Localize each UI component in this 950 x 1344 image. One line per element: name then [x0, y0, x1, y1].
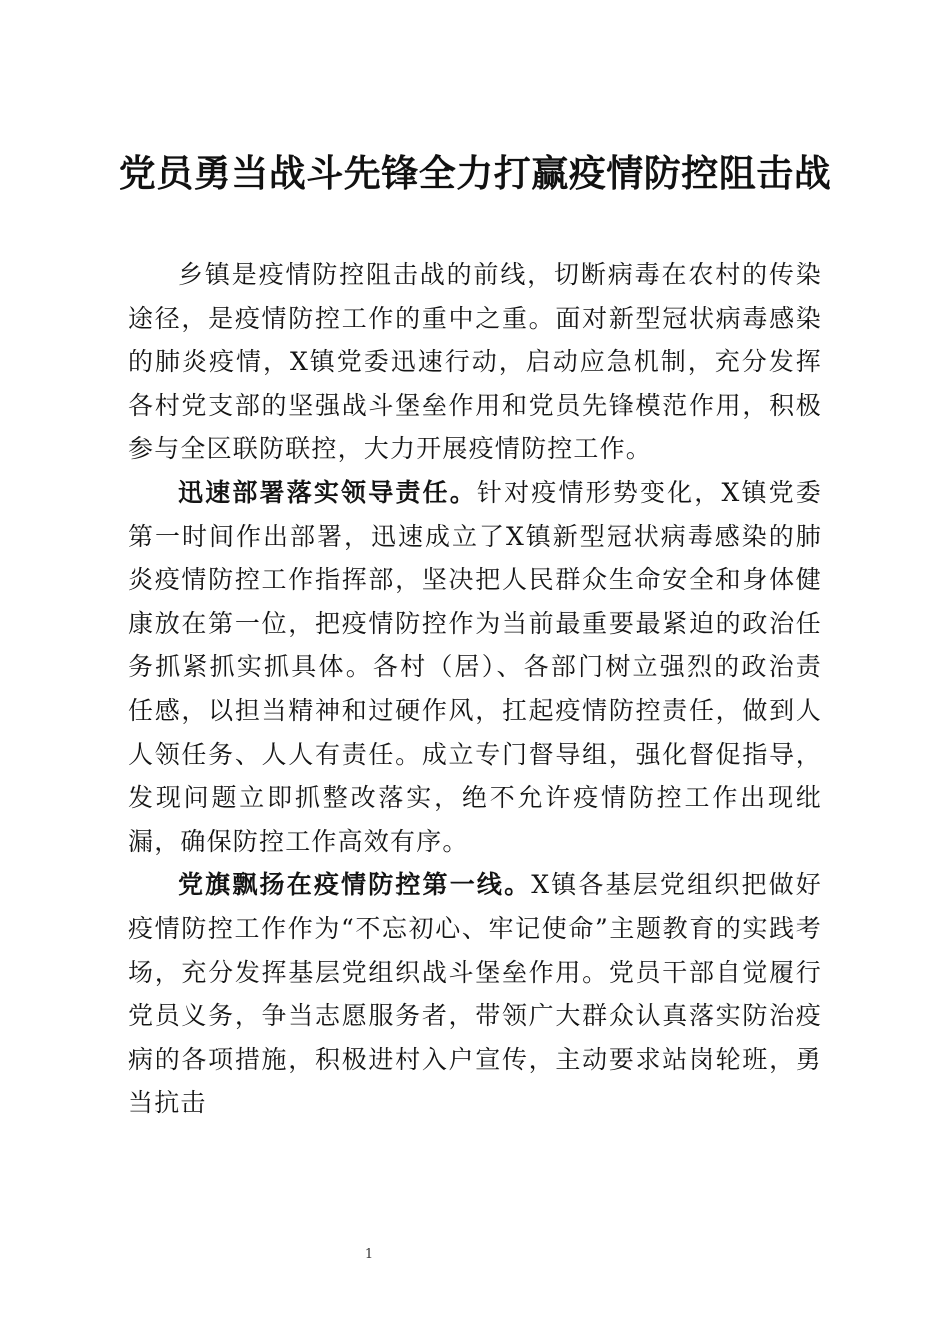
paragraph-intro — [128, 253, 822, 471]
paragraph-heading: 迅速部署落实领导责任。 — [178, 477, 477, 507]
page-number: 1 — [364, 1247, 374, 1262]
paragraph-text: X镇各基层党组织把做好疫情防控工作作为“不忘初心、牢记使命”主题教育的实践考场，充分发挥基层党组织战斗堡垒作用。党员干部自觉履行党员义务，争当志愿服务者，带领广大群众认真落实防治疫病的各项措施，积极进村入户宣传，主动要求站岗轮班，勇当抗击 — [128, 870, 822, 1118]
paragraph-intro-text: 乡镇是疫情防控阻击战的前线，切断病毒在农村的传染途径，是疫情防控工作的重中之重。面对新型冠状病毒感染的肺炎疫情，X镇党委迅速行动，启动应急机制，充分发挥各村党支部的坚强战斗堡垒作用和党员先锋模范作用，积极参与全区联防联控，大力开展疫情防控工作。 — [128, 260, 822, 464]
paragraph-text: 针对疫情形势变化，X镇党委第一时间作出部署，迅速成立了X镇新型冠状病毒感染的肺炎疫情防控工作指挥部，坚决把人民群众生命安全和身体健康放在第一位，把疫情防控作为当前最重要最紧迫的政治任务抓紧抓实抓具体。各村（居）、各部门树立强烈的政治责任感，以担当精神和过硬作风，扛起疫情防控责任，做到人人领任务、人人有责任。成立专门督导组，强化督促指导，发现问题立即抓整改落实，绝不允许疫情防控工作出现纰漏，确保防控工作高效有序。 — [128, 477, 823, 856]
document-title: 党员勇当战斗先锋全力打赢疫情防控阻击战 — [118, 152, 832, 195]
document-body — [128, 253, 822, 1125]
paragraph-leadership-responsibility — [128, 471, 822, 863]
paragraph-heading: 党旗飘扬在疫情防控第一线。 — [178, 870, 532, 900]
paragraph-party-flag — [128, 863, 822, 1125]
